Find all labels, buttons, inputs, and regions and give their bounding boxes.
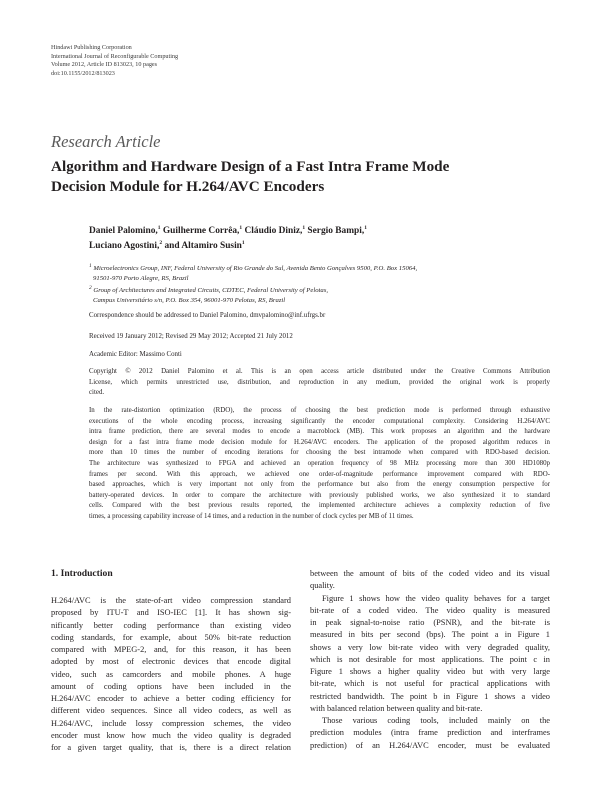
affiliation-text: Group of Architectures and Integrated Circuits, CDTEC, Federal University of Pelotas, [93,287,329,295]
author-affiliation-mark: 1 [157,224,161,231]
article-dates: Received 19 January 2012; Revised 29 May 2012; Accepted 21 July 2012 [89,333,293,340]
affiliation-text: Microelectronics Group, INF, Federal University of Rio Grande do Sul, Avenida Bento Gonçalves 9500, P.O. Box 15064, [93,265,418,272]
body-column-left [51,568,291,754]
affiliation-text: 91501-970 Porto Alegre, RS, Brazil [93,275,189,283]
abstract-line: frames per second. With this approach, we achieved one order-of-magnitude performance improvement compared with RDO- [89,470,550,478]
author-affiliation-mark: 1 [364,224,367,231]
body-line: nificantly better coding performance than existing video [51,620,291,630]
copyright-notice [89,367,550,399]
journal-name: International Journal of Reconfigurable Computing [51,52,179,60]
body-line: amount of coding options have been included in the [51,681,291,691]
body-line: encoder must know how much the video quality is degraded [51,730,291,740]
publisher: Hindawi Publishing Corporation [51,44,132,51]
author-affiliation-mark: 2 [159,239,163,246]
body-line: measured in bits per second (bps). The point a in Figure 1 [310,630,550,640]
body-line: for a given target quality, that is, there is a direct relation [51,743,291,752]
author-list [89,224,559,254]
title-line: Algorithm and Hardware Design of a Fast Intra Frame Mode [51,158,450,175]
abstract-line: more than 10 times the number of encoding iterations for choosing the best intramode when compared with RDO-based decision. [89,449,550,457]
body-line: H.264/AVC, include lossy compression schemes, the video [51,718,291,728]
body-line: prediction) of an H.264/AVC encoder, must be evaluated [310,740,550,750]
body-line: which is not desirable for most applications. The point c in [310,654,550,664]
abstract-line: design for a fast intra frame mode decision module for H.264/AVC encoders. The application of the proposed algorithm reduces in [89,438,550,446]
abstract-line: The architecture was synthesized to FPGA and achieved an operation frequency of 98 MHz processing more than 300 HD1080p [89,459,550,467]
copyright-line: Copyright © 2012 Daniel Palomino et al. This is an open access article distributed under the Creative Commons Attribution [89,368,550,375]
section-heading: 1. Introduction [51,568,113,579]
article-type: Research Article [51,132,161,151]
abstract-line: In the rate-distortion optimization (RDO), the process of choosing the best prediction mode is performed through exhaustive [89,407,550,414]
body-line: shows a very low bit-rate video with very degraded quality, [310,642,550,652]
body-line: restricted bandwidth. The point b in Figure 1 shows a video [310,691,550,701]
body-line: compared with MPEG-2, and, for this reason, it has been [51,645,291,654]
abstract-line: intra frame prediction, there are several modes to encode a macroblock (MB). This work proposes an algorithm and the hardware [89,428,550,436]
body-line: Figure 1 shows a higher quality video but with very large [310,667,550,676]
body-line: video, such as camcorders and mobile phones. A huge [51,669,291,679]
affiliations [89,264,559,306]
affiliation-number: 2 [89,284,92,291]
body-line: Figure 1 shows how the video quality behaves for a target [322,593,550,603]
body-line: quality. [310,581,335,591]
body-line: with balanced relation between quality and bit-rate. [310,703,483,713]
abstract-line: times, a processing capability increase of 14 times, and a reduction in the number of clock cycles per MB of 11 times. [89,512,414,520]
affiliation-number: 1 [89,262,92,269]
author-name: Daniel Palomino, [89,226,158,236]
author-affiliation-mark: 1 [241,239,245,246]
copyright-line: cited. [89,389,105,396]
author-name: Sergio Bampi, [307,226,365,236]
body-line: Those various coding tools, included mainly on the [322,716,550,725]
author-name: Cláudio Diniz, [244,226,303,236]
article-title [51,157,551,197]
body-line: H.264/AVC is the state-of-art video compression standard [51,596,291,605]
author-affiliation-mark: 1 [239,224,243,231]
correspondence: Correspondence should be addressed to Daniel Palomino, dmvpalomino@inf.ufrgs.br [89,312,326,319]
academic-editor: Academic Editor: Massimo Conti [89,351,182,358]
author-name: Guilherme Corrêa, [162,226,240,236]
body-line: in peak signal-to-noise ratio (PSNR), and the bit-rate is [310,618,550,627]
body-line: adopted by most of electronic devices that encode digital [51,657,291,667]
body-column-right [310,568,550,752]
author-name: and Altamiro Susin [164,241,242,251]
body-line: H.264/AVC encoder to achieve a better coding efficiency for [51,694,291,703]
journal-header [51,44,178,78]
abstract-line: based approaches, which is very important not only from the performance but also from the energy consumption perspective for [89,481,550,489]
body-line: coding standards, for example, about 50% bit-rate reduction [51,632,291,642]
body-line: bit-rate, which is not useful for practical applications with [310,679,550,689]
abstract-line: executions of the whole encoding process, increasing significantly the encoder computational complexity. Considering H.264/AVC [89,417,550,425]
affiliation-text: Campus Universitário s/n, P.O. Box 354, 96001-970 Pelotas, RS, Brazil [93,297,286,305]
body-line: prediction modules (intra frame prediction and interframes [310,728,550,738]
author-affiliation-mark: 1 [302,224,306,231]
abstract [89,406,550,523]
body-line: bit-rate of a coded video. The video quality is measured [310,605,550,615]
author-name: Luciano Agostini, [89,241,160,251]
body-line: proposed by ITU-T and ISO-IEC [1]. It has shown sig- [51,608,291,618]
abstract-line: battery-operated devices. In order to compare the architecture with previously published works, we also synthesized it to standard [89,491,550,499]
abstract-line: cells. Compared with the best previous results reported, the implemented architecture achieves a complexity reduction of five [89,502,550,510]
body-line: between the amount of bits of the coded video and its visual [310,569,550,578]
journal-volume: Volume 2012, Article ID 813023, 10 pages [51,61,158,69]
journal-doi: doi:10.1155/2012/813023 [51,69,115,77]
title-line: Decision Module for H.264/AVC Encoders [51,178,325,195]
copyright-line: License, which permits unrestricted use, distribution, and reproduction in any medium, provided the original work is properly [89,378,550,386]
body-line: different video sequences. Since all video codecs, as well as [51,706,291,716]
